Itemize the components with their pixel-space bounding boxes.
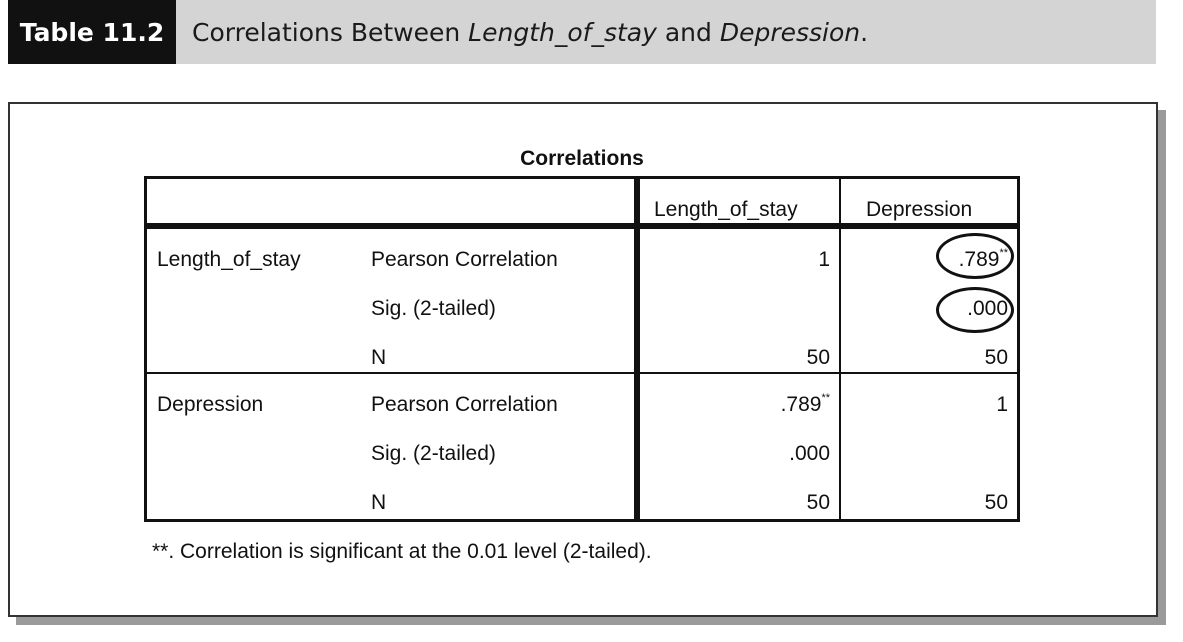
- significance-stars: **: [999, 247, 1008, 259]
- table-cell: [660, 393, 830, 417]
- stat-label: Pearson Correlation: [371, 393, 558, 416]
- table-title: Correlations: [520, 147, 644, 170]
- caption-suffix: .: [860, 17, 869, 47]
- table-cell-highlighted: .000: [967, 297, 1008, 320]
- table-footnote: **. Correlation is significant at the 0.01 level (2-tailed).: [152, 540, 652, 563]
- correlation-value: .789: [780, 393, 822, 416]
- group-divider: [144, 372, 1020, 374]
- col-header-length-of-stay: Length_of_stay: [654, 198, 798, 221]
- header-divider: [144, 223, 1020, 229]
- table-cell: 50: [806, 346, 830, 369]
- row-label-depression: Depression: [157, 393, 264, 416]
- table-caption: [192, 0, 868, 64]
- table-cell: 1: [996, 393, 1008, 416]
- row-label-length-of-stay: Length_of_stay: [157, 248, 301, 271]
- significance-stars: **: [821, 392, 830, 404]
- caption-prefix: Correlations Between: [192, 17, 461, 47]
- caption-var1: Length_of_stay: [468, 17, 657, 47]
- stat-label: Sig. (2-tailed): [371, 297, 496, 320]
- table-cell: .000: [789, 442, 830, 465]
- caption-var2: Depression: [719, 17, 861, 47]
- table-number-label: Table 11.2: [8, 0, 176, 64]
- correlation-value: .789: [958, 248, 1000, 271]
- stat-label: N: [371, 346, 387, 369]
- stat-label: N: [371, 491, 387, 514]
- stat-label: Sig. (2-tailed): [371, 442, 496, 465]
- col-header-depression: Depression: [866, 198, 973, 221]
- highlight-circle: [936, 233, 1014, 279]
- table-cell: 1: [818, 248, 830, 271]
- table-cell: 50: [806, 491, 830, 514]
- table-cell: 50: [984, 346, 1008, 369]
- table-cell: 50: [984, 491, 1008, 514]
- caption-middle: and: [664, 17, 712, 47]
- highlight-circle: [936, 287, 1014, 333]
- stat-label: Pearson Correlation: [371, 248, 558, 271]
